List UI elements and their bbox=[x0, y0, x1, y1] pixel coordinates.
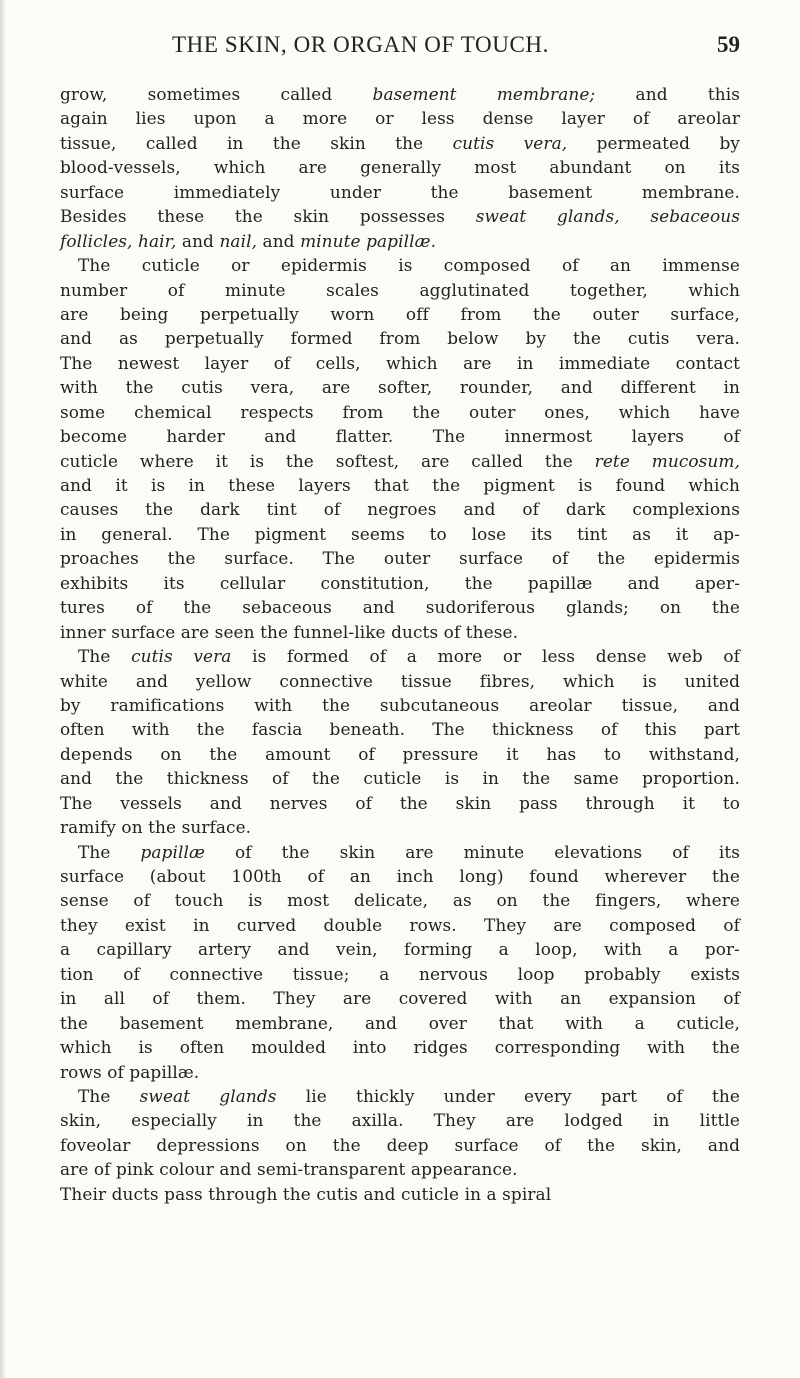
page-header bbox=[60, 32, 740, 66]
text-line bbox=[60, 913, 740, 937]
text-segment: with the cutis vera, are softer, rounder, and different in bbox=[60, 377, 740, 398]
text-line bbox=[60, 1035, 740, 1059]
text-segment: surface (about 100th of an inch long) found wherever the bbox=[60, 866, 740, 886]
text-line bbox=[60, 1133, 740, 1157]
body-text bbox=[60, 82, 740, 1206]
text-segment: Their ducts pass through the cutis and cuticle in a spiral bbox=[60, 1183, 552, 1204]
text-segment: become harder and flatter. The innermost layers of bbox=[60, 426, 740, 447]
text-segment: The vessels and nerves of the skin pass through it to bbox=[60, 792, 740, 813]
text-line bbox=[60, 644, 740, 668]
text-line bbox=[60, 1108, 740, 1132]
text-line bbox=[60, 962, 740, 986]
text-line bbox=[60, 1084, 740, 1108]
text-segment: foveolar depressions on the deep surface of the skin, and bbox=[60, 1134, 740, 1155]
text-segment: sense of touch is most delicate, as on the fingers, where bbox=[60, 890, 740, 911]
text-line bbox=[60, 497, 740, 521]
text-segment: which is often moulded into ridges corresponding with the bbox=[60, 1037, 740, 1058]
text-line bbox=[60, 620, 740, 644]
text-segment: again lies upon a more or less dense layer of areolar bbox=[60, 108, 740, 129]
text-segment: number of minute scales agglutinated together, which bbox=[60, 279, 740, 300]
text-segment: exhibits its cellular constitution, the papillæ and aper- bbox=[60, 572, 740, 593]
text-line bbox=[60, 546, 740, 570]
italic-term: minute papillæ. bbox=[300, 230, 437, 251]
italic-term: papillæ bbox=[140, 841, 205, 862]
text-line bbox=[60, 326, 740, 350]
text-segment: The cuticle or epidermis is composed of an immense bbox=[78, 255, 740, 276]
text-line bbox=[60, 986, 740, 1010]
text-line bbox=[60, 131, 740, 155]
text-segment: The bbox=[78, 841, 141, 862]
text-segment: the basement membrane, and over that with a cuticle, bbox=[60, 1012, 740, 1033]
text-line bbox=[60, 717, 740, 741]
scan-edge-shadow bbox=[0, 0, 6, 1378]
text-segment: permeated by bbox=[567, 132, 741, 153]
text-segment: some chemical respects from the outer ones, which have bbox=[60, 401, 740, 422]
text-segment: surface immediately under the basement membrane. bbox=[60, 181, 740, 202]
text-segment: they exist in curved double rows. They are composed of bbox=[60, 914, 740, 935]
text-segment: The newest layer of cells, which are in immediate contact bbox=[60, 352, 740, 373]
text-segment: depends on the amount of pressure it has to withstand, bbox=[60, 743, 740, 764]
text-line bbox=[60, 473, 740, 497]
page-number: 59 bbox=[717, 32, 740, 57]
italic-term: cutis vera, bbox=[452, 132, 568, 153]
text-segment: lie thickly under every part of the bbox=[276, 1085, 740, 1106]
text-segment: often with the fascia beneath. The thickness of this part bbox=[60, 719, 740, 740]
italic-term: follicles, hair, bbox=[60, 230, 177, 251]
text-line bbox=[60, 595, 740, 619]
text-line bbox=[60, 1060, 740, 1084]
text-line bbox=[60, 1182, 740, 1206]
text-segment: and it is in these layers that the pigment is found which bbox=[60, 475, 740, 495]
text-segment: ramify on the surface. bbox=[60, 817, 252, 838]
text-segment: The bbox=[78, 1085, 140, 1106]
text-line bbox=[60, 253, 740, 277]
text-segment: and the thickness of the cuticle is in the same proportion. bbox=[60, 768, 740, 789]
text-segment: causes the dark tint of negroes and of dark complexions bbox=[60, 499, 740, 520]
italic-term: nail, bbox=[219, 230, 258, 251]
text-segment: blood-vessels, which are generally most abundant on its bbox=[60, 157, 740, 178]
text-line bbox=[60, 229, 740, 253]
text-segment: by ramifications with the subcutaneous areolar tissue, and bbox=[60, 694, 740, 715]
text-line bbox=[60, 791, 740, 815]
text-line bbox=[60, 815, 740, 839]
text-line bbox=[60, 106, 740, 130]
text-line bbox=[60, 840, 740, 864]
text-line bbox=[60, 888, 740, 912]
running-head: THE SKIN, OR ORGAN OF TOUCH. bbox=[172, 32, 549, 57]
text-segment: a capillary artery and vein, forming a loop, with a por- bbox=[60, 939, 740, 960]
text-segment: tion of connective tissue; a nervous loop probably exists bbox=[60, 963, 740, 984]
text-segment: in general. The pigment seems to lose its tint as it ap- bbox=[60, 523, 740, 544]
text-line bbox=[60, 742, 740, 766]
text-segment: is formed of a more or less dense web of bbox=[231, 646, 740, 667]
text-segment: are of pink colour and semi-transparent appearance. bbox=[60, 1159, 518, 1180]
text-line bbox=[60, 449, 740, 473]
text-segment: Besides these the skin possesses bbox=[60, 206, 476, 227]
text-segment: of the skin are minute elevations of its bbox=[204, 841, 740, 862]
text-line bbox=[60, 571, 740, 595]
text-segment: and as perpetually formed from below by the cutis vera. bbox=[60, 328, 740, 349]
text-line bbox=[60, 351, 740, 375]
text-line bbox=[60, 766, 740, 790]
text-line bbox=[60, 1011, 740, 1035]
text-segment: cuticle where it is the softest, are called the bbox=[60, 450, 595, 471]
text-line bbox=[60, 302, 740, 326]
text-segment: tures of the sebaceous and sudoriferous glands; on the bbox=[60, 597, 740, 618]
italic-term: cutis vera bbox=[131, 646, 232, 667]
text-segment: inner surface are seen the funnel-like ducts of these. bbox=[60, 621, 519, 642]
text-segment: white and yellow connective tissue fibres, which is united bbox=[60, 670, 740, 691]
text-line bbox=[60, 180, 740, 204]
text-line bbox=[60, 669, 740, 693]
text-line bbox=[60, 522, 740, 546]
text-segment: grow, sometimes called bbox=[60, 84, 373, 104]
text-line bbox=[60, 400, 740, 424]
text-segment: rows of papillæ. bbox=[60, 1061, 200, 1082]
text-line bbox=[60, 278, 740, 302]
text-line bbox=[60, 693, 740, 717]
text-segment: proaches the surface. The outer surface of the epidermis bbox=[60, 548, 740, 569]
text-line bbox=[60, 424, 740, 448]
text-segment: tissue, called in the skin the bbox=[60, 132, 453, 153]
text-line bbox=[60, 204, 740, 228]
text-segment: and this bbox=[595, 84, 740, 104]
text-segment: and bbox=[257, 230, 301, 251]
text-segment: The bbox=[78, 646, 132, 667]
text-segment: are being perpetually worn off from the outer surface, bbox=[60, 303, 740, 324]
text-line bbox=[60, 155, 740, 179]
text-line bbox=[60, 864, 740, 888]
italic-term: sweat glands bbox=[139, 1085, 277, 1106]
text-line bbox=[60, 937, 740, 961]
text-segment: and bbox=[176, 230, 220, 251]
text-line bbox=[60, 375, 740, 399]
text-line bbox=[60, 82, 740, 106]
italic-term: basement membrane; bbox=[372, 84, 596, 104]
italic-term: rete mucosum, bbox=[594, 450, 740, 471]
text-segment: in all of them. They are covered with an expansion of bbox=[60, 988, 740, 1009]
text-line bbox=[60, 1157, 740, 1181]
text-segment: skin, especially in the axilla. They are lodged in little bbox=[60, 1110, 740, 1131]
italic-term: sweat glands, sebaceous bbox=[475, 206, 741, 227]
